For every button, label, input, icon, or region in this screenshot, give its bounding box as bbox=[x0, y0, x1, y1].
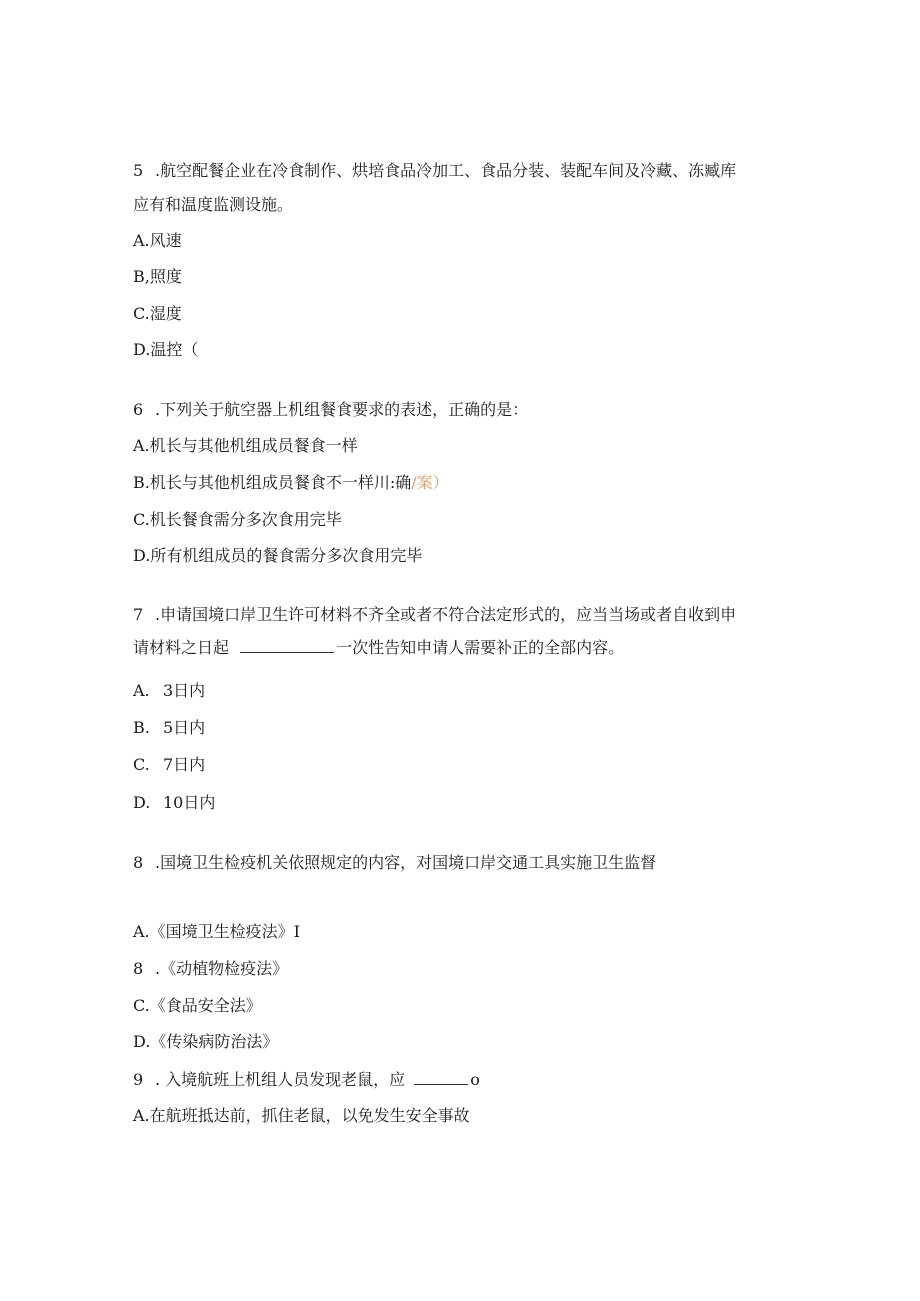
question-8-option-d: D.《传染病防治法》 bbox=[133, 1032, 279, 1051]
question-5-stem-line2: 应有和温度监测设施。 bbox=[133, 195, 294, 214]
question-text-post: o bbox=[470, 1070, 480, 1089]
question-8-stem bbox=[133, 853, 656, 873]
question-5-stem-line1 bbox=[133, 161, 736, 181]
option-text: 5日内 bbox=[163, 718, 206, 737]
option-text: B.机长与其他机组成员餐食不一样川:确 bbox=[133, 473, 412, 492]
question-number: 8 bbox=[133, 853, 144, 872]
answer-mark-faint: /案） bbox=[411, 473, 449, 492]
question-6-stem bbox=[133, 400, 528, 420]
question-text-pre: 请材料之日起 bbox=[133, 638, 230, 657]
question-text: .申请国境口岸卫生许可材料不齐全或者不符合法定形式的，应当当场或者自收到申 bbox=[155, 605, 737, 624]
question-7-option-c bbox=[133, 755, 205, 775]
question-number: 9 bbox=[133, 1070, 144, 1089]
question-7-stem-line1 bbox=[133, 605, 736, 625]
fill-in-blank bbox=[240, 638, 334, 653]
question-7-option-a bbox=[133, 681, 205, 701]
option-text: 7日内 bbox=[163, 755, 206, 774]
question-text: .航空配餐企业在冷食制作、烘培食品冷加工、食品分装、装配车间及冷藏、冻臧库 bbox=[155, 161, 737, 180]
option-text: .《动植物检疫法》 bbox=[155, 959, 289, 978]
option-label: C. bbox=[133, 755, 150, 774]
question-7-option-d bbox=[133, 793, 215, 813]
option-label: A. bbox=[133, 681, 150, 700]
option-number: 8 bbox=[133, 959, 144, 978]
question-5-option-c: C.湿度 bbox=[133, 304, 182, 323]
question-6-option-a: A.机长与其他机组成员餐食一样 bbox=[133, 436, 358, 455]
question-5-option-a: A.风速 bbox=[133, 231, 182, 250]
question-5-option-d: D.温控（ bbox=[133, 340, 199, 359]
question-8-option-c: C.《食品安全法》 bbox=[133, 996, 262, 1015]
question-6-option-c: C.机长餐食需分多次食用完毕 bbox=[133, 510, 342, 529]
question-9-option-a: A.在航班抵达前，抓住老鼠，以免发生安全事故 bbox=[133, 1106, 470, 1125]
question-7-stem-line2 bbox=[133, 638, 624, 658]
question-text: .下列关于航空器上机组餐食要求的表述，正确的是： bbox=[155, 400, 529, 419]
question-5-option-b: B,照度 bbox=[133, 267, 182, 286]
question-number: 6 bbox=[133, 400, 144, 419]
option-text: 10日内 bbox=[163, 793, 216, 812]
question-8-option-a: A.《国境卫生检疫法》I bbox=[133, 922, 300, 941]
option-text: 3日内 bbox=[163, 681, 206, 700]
question-text-pre: . 入境航班上机组人员发现老鼠，应 bbox=[155, 1070, 406, 1089]
question-text-post: 一次性告知申请人需要补正的全部内容。 bbox=[336, 638, 625, 657]
question-9-stem bbox=[133, 1070, 480, 1090]
question-number: 7 bbox=[133, 605, 144, 624]
option-label: B. bbox=[133, 718, 150, 737]
question-text: .国境卫生检疫机关依照规定的内容，对国境口岸交通工具实施卫生监督 bbox=[155, 853, 657, 872]
question-number: 5 bbox=[133, 161, 144, 180]
fill-in-blank bbox=[414, 1070, 468, 1085]
question-8-option-b bbox=[133, 959, 288, 979]
question-6-option-d: D.所有机组成员的餐食需分多次食用完毕 bbox=[133, 546, 423, 565]
option-label: D. bbox=[133, 793, 151, 812]
question-6-option-b bbox=[133, 473, 449, 493]
question-7-option-b bbox=[133, 718, 205, 738]
